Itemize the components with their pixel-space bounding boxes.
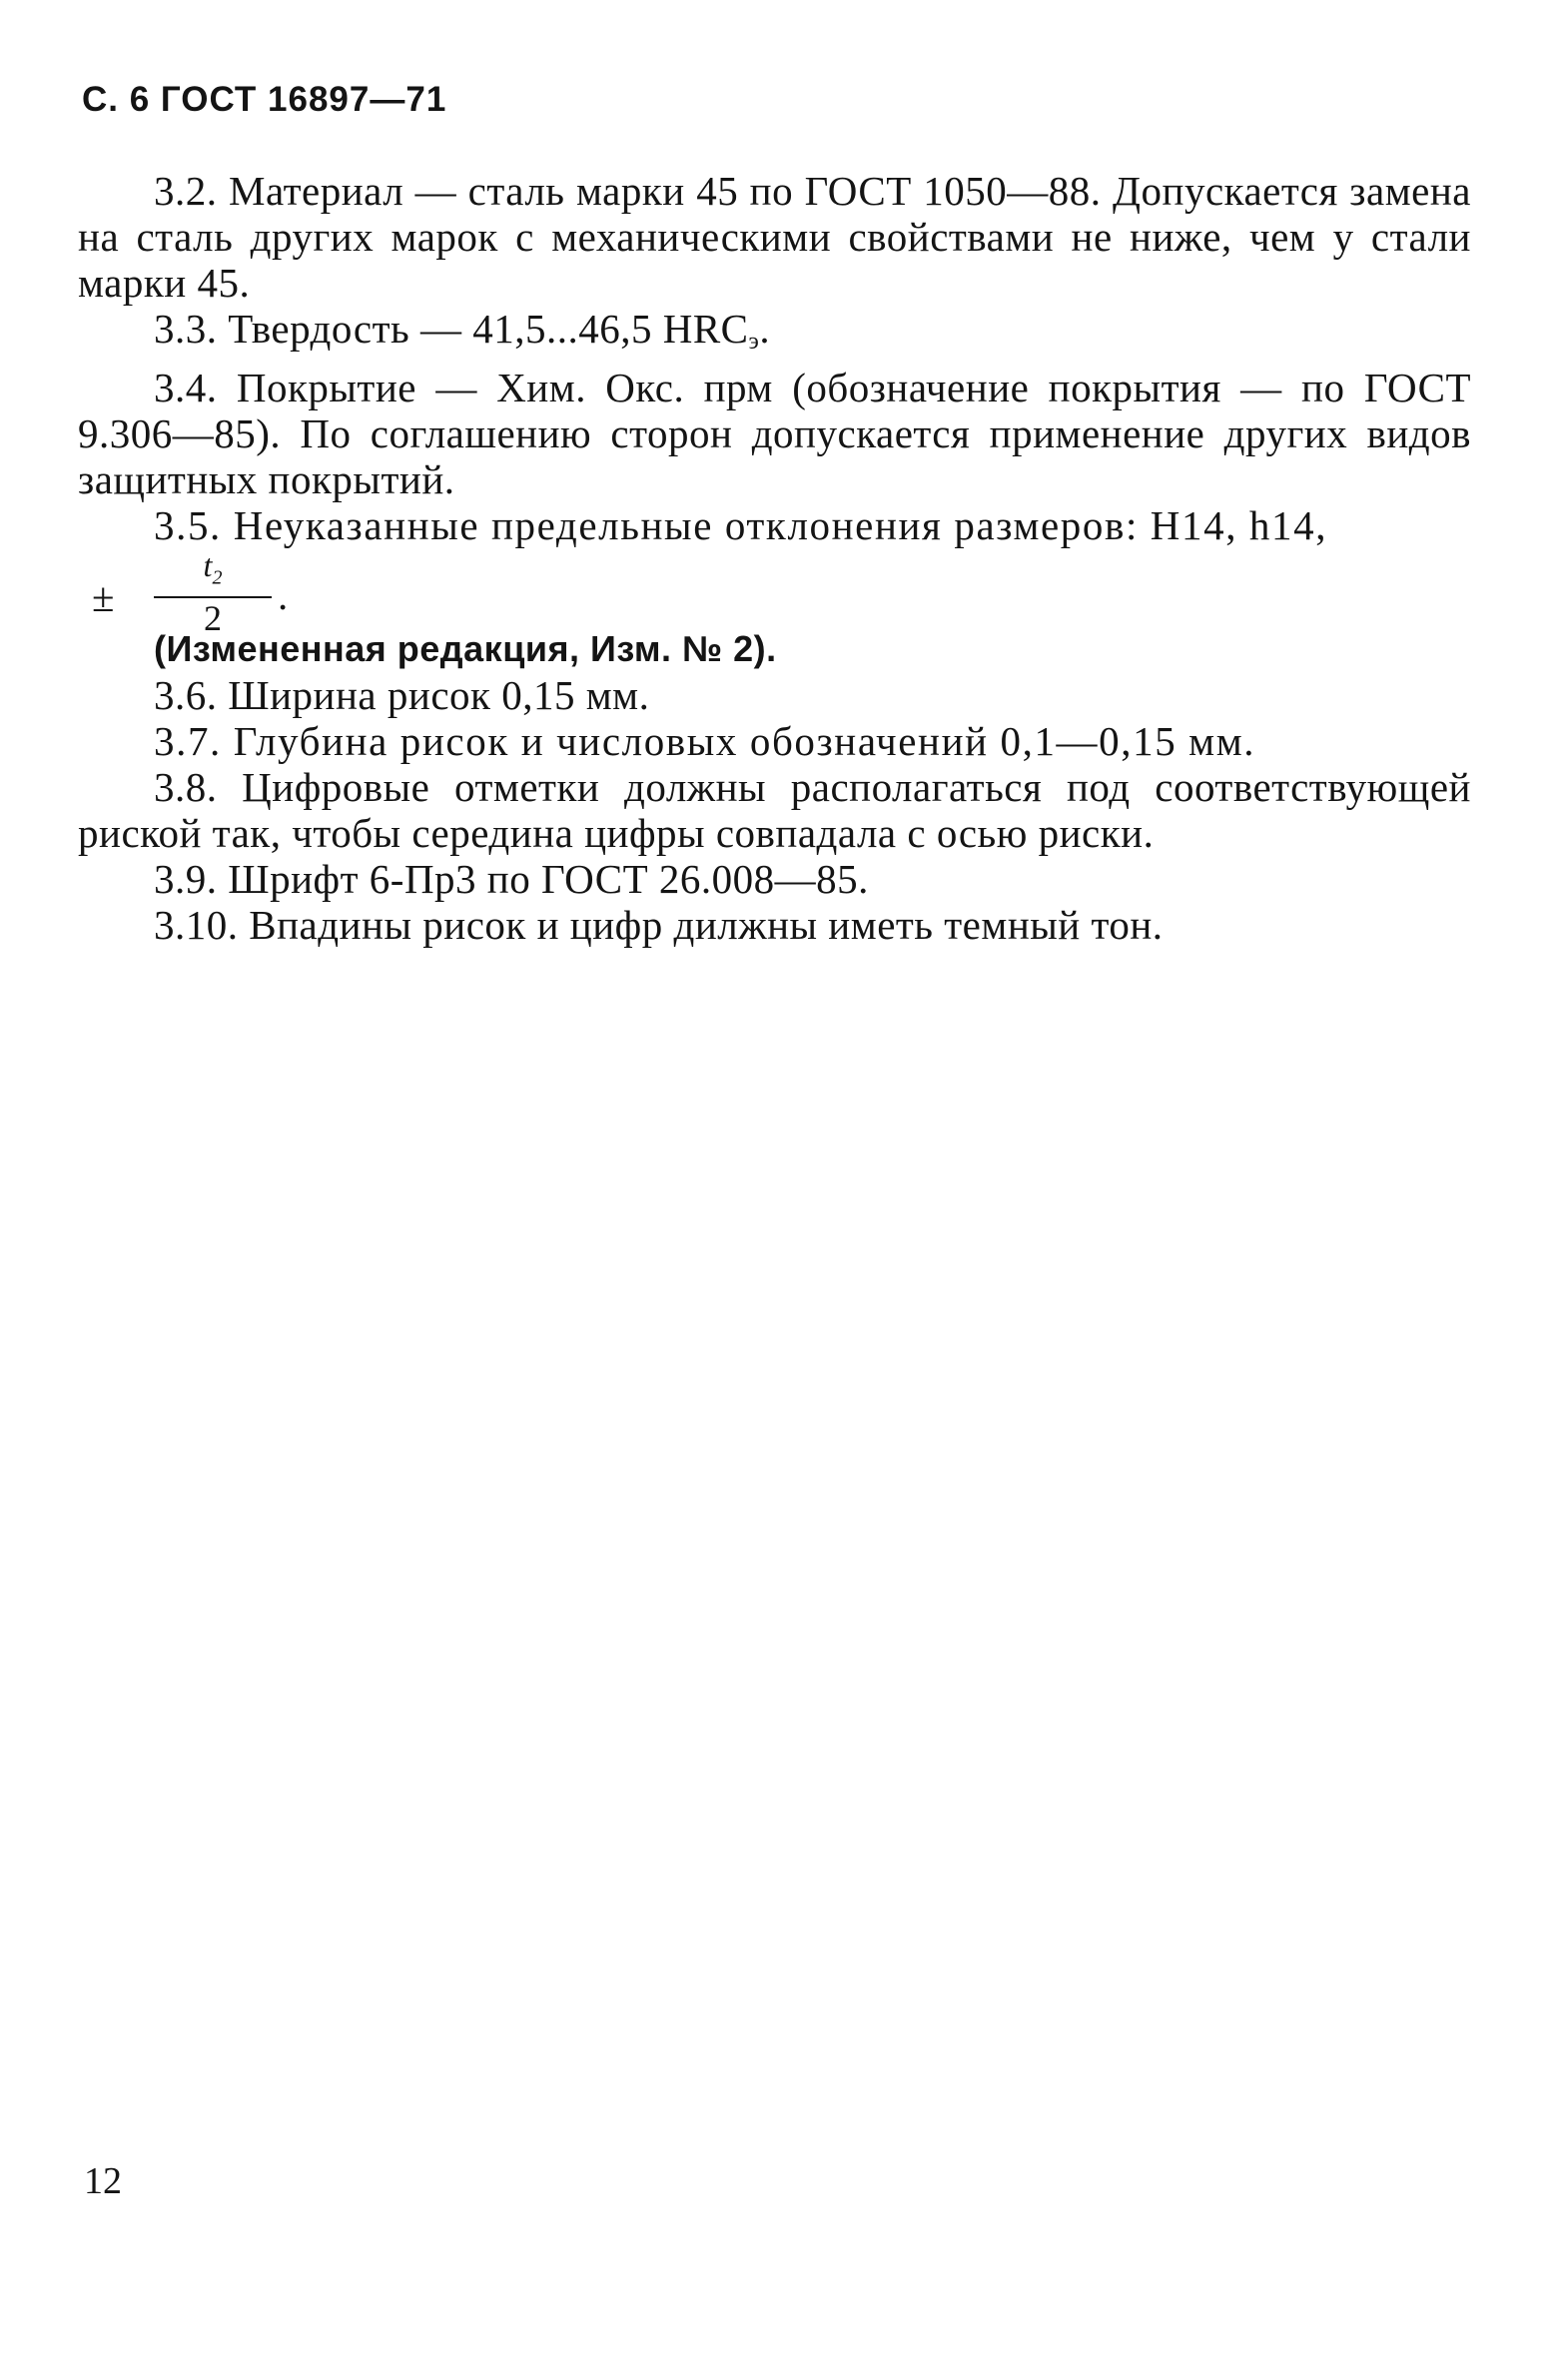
paragraph-3-3-end: . [759, 306, 771, 352]
numerator-symbol: t [203, 547, 213, 583]
paragraph-3-3-text: 3.3. Твердость — 41,5...46,5 HRC [154, 306, 749, 352]
document-body [78, 168, 1471, 948]
paragraph-3-9: 3.9. Шрифт 6-Пр3 по ГОСТ 26.008—85. [154, 856, 869, 902]
formula-terminator: . [278, 572, 289, 618]
numerator-subscript: 2 [212, 566, 223, 589]
plus-minus-sign: ± [92, 574, 115, 620]
page-number: 12 [84, 2160, 122, 2202]
paragraph-3-4: 3.4. Покрытие — Хим. Окс. прм (обозначение покрытия — по ГОСТ 9.306—85). По соглашению сторон допускается применение других видов защитных покрытий. [78, 365, 1471, 502]
paragraph-3-3 [78, 306, 1471, 365]
fraction [154, 548, 272, 638]
fraction-numerator [154, 548, 272, 594]
paragraph-3-5: 3.5. Неуказанные предельные отклонения размеров: Н14, h14, [154, 502, 1328, 548]
fraction-denominator: 2 [204, 598, 222, 639]
hrc-subscript: э [748, 329, 760, 355]
amendment-note: (Измененная редакция, Изм. № 2). [154, 628, 777, 669]
paragraph-3-8: 3.8. Цифровые отметки должны располагаться под соответствующей риской так, чтобы середина цифры совпадала с осью риски. [78, 764, 1471, 856]
paragraph-3-2: 3.2. Материал — сталь марки 45 по ГОСТ 1050—88. Допускается замена на сталь других марок с механическими свойствами не ниже, чем у стали марки 45. [78, 168, 1471, 306]
paragraph-3-6: 3.6. Ширина рисок 0,15 мм. [154, 672, 650, 718]
paragraph-3-10: 3.10. Впадины рисок и цифр дилжны иметь темный тон. [154, 902, 1164, 948]
paragraph-3-7: 3.7. Глубина рисок и числовых обозначений 0,1—0,15 мм. [154, 718, 1256, 764]
tolerance-formula [92, 547, 1471, 639]
page-header: С. 6 ГОСТ 16897—71 [82, 80, 447, 119]
